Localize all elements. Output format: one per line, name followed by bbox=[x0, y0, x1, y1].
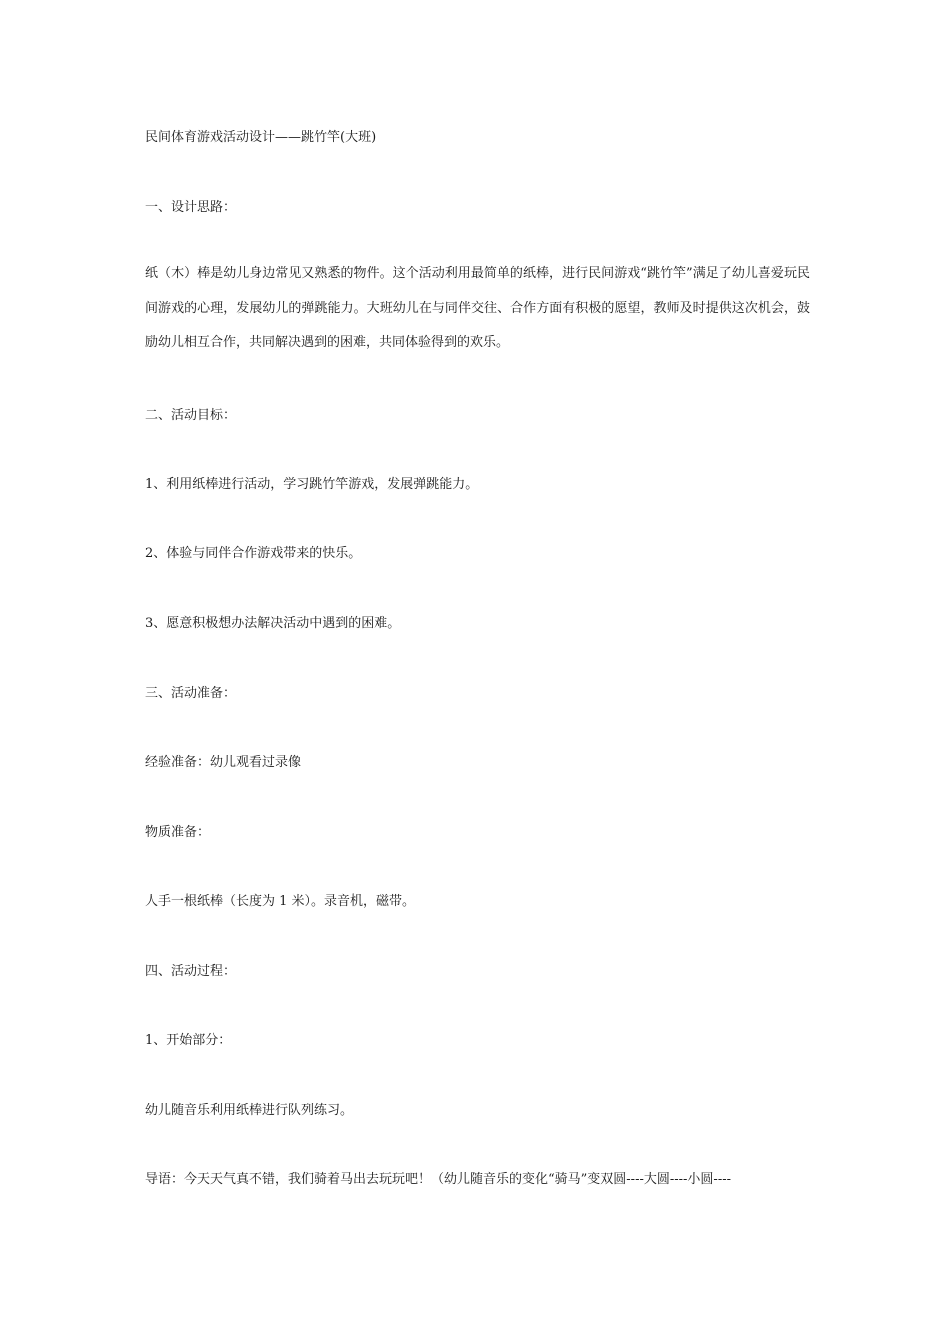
goal-item-2: 2、体验与同伴合作游戏带来的快乐。 bbox=[145, 546, 362, 561]
design-idea-paragraph: 纸（木）棒是幼儿身边常见又熟悉的物件。这个活动利用最简单的纸棒，进行民间游戏“跳竹竿”满足了幼儿喜爱玩民间游戏的心理，发展幼儿的弹跳能力。大班幼儿在与同伴交往、合作方面有积极的愿望，教师及时提供这次机会，鼓励幼儿相互合作，共同解决遇到的困难，共同体验得到的欢乐。 bbox=[145, 266, 810, 350]
experience-preparation: 经验准备：幼儿观看过录像 bbox=[145, 755, 302, 770]
guide-text: 导语：今天天气真不错，我们骑着马出去玩玩吧！（幼儿随音乐的变化“骑马”变双圆----大圆----小圆---- bbox=[145, 1172, 732, 1187]
material-preparation-heading: 物质准备： bbox=[145, 825, 211, 840]
material-preparation-text: 人手一根纸棒（长度为 1 米）。录音机，磁带。 bbox=[145, 894, 416, 909]
step-1-heading: 1、开始部分： bbox=[145, 1033, 232, 1048]
section-heading-goals: 二、活动目标： bbox=[145, 408, 237, 423]
step-1-body: 幼儿随音乐利用纸棒进行队列练习。 bbox=[145, 1103, 354, 1118]
goal-item-3: 3、愿意积极想办法解决活动中遇到的困难。 bbox=[145, 616, 401, 631]
section-heading-preparation: 三、活动准备： bbox=[145, 686, 237, 701]
document-title: 民间体育游戏活动设计——跳竹竿(大班) bbox=[145, 130, 377, 145]
goal-item-1: 1、利用纸棒进行活动，学习跳竹竿游戏，发展弹跳能力。 bbox=[145, 477, 479, 492]
section-heading-process: 四、活动过程： bbox=[145, 964, 237, 979]
section-heading-design-idea: 一、设计思路： bbox=[145, 200, 237, 215]
